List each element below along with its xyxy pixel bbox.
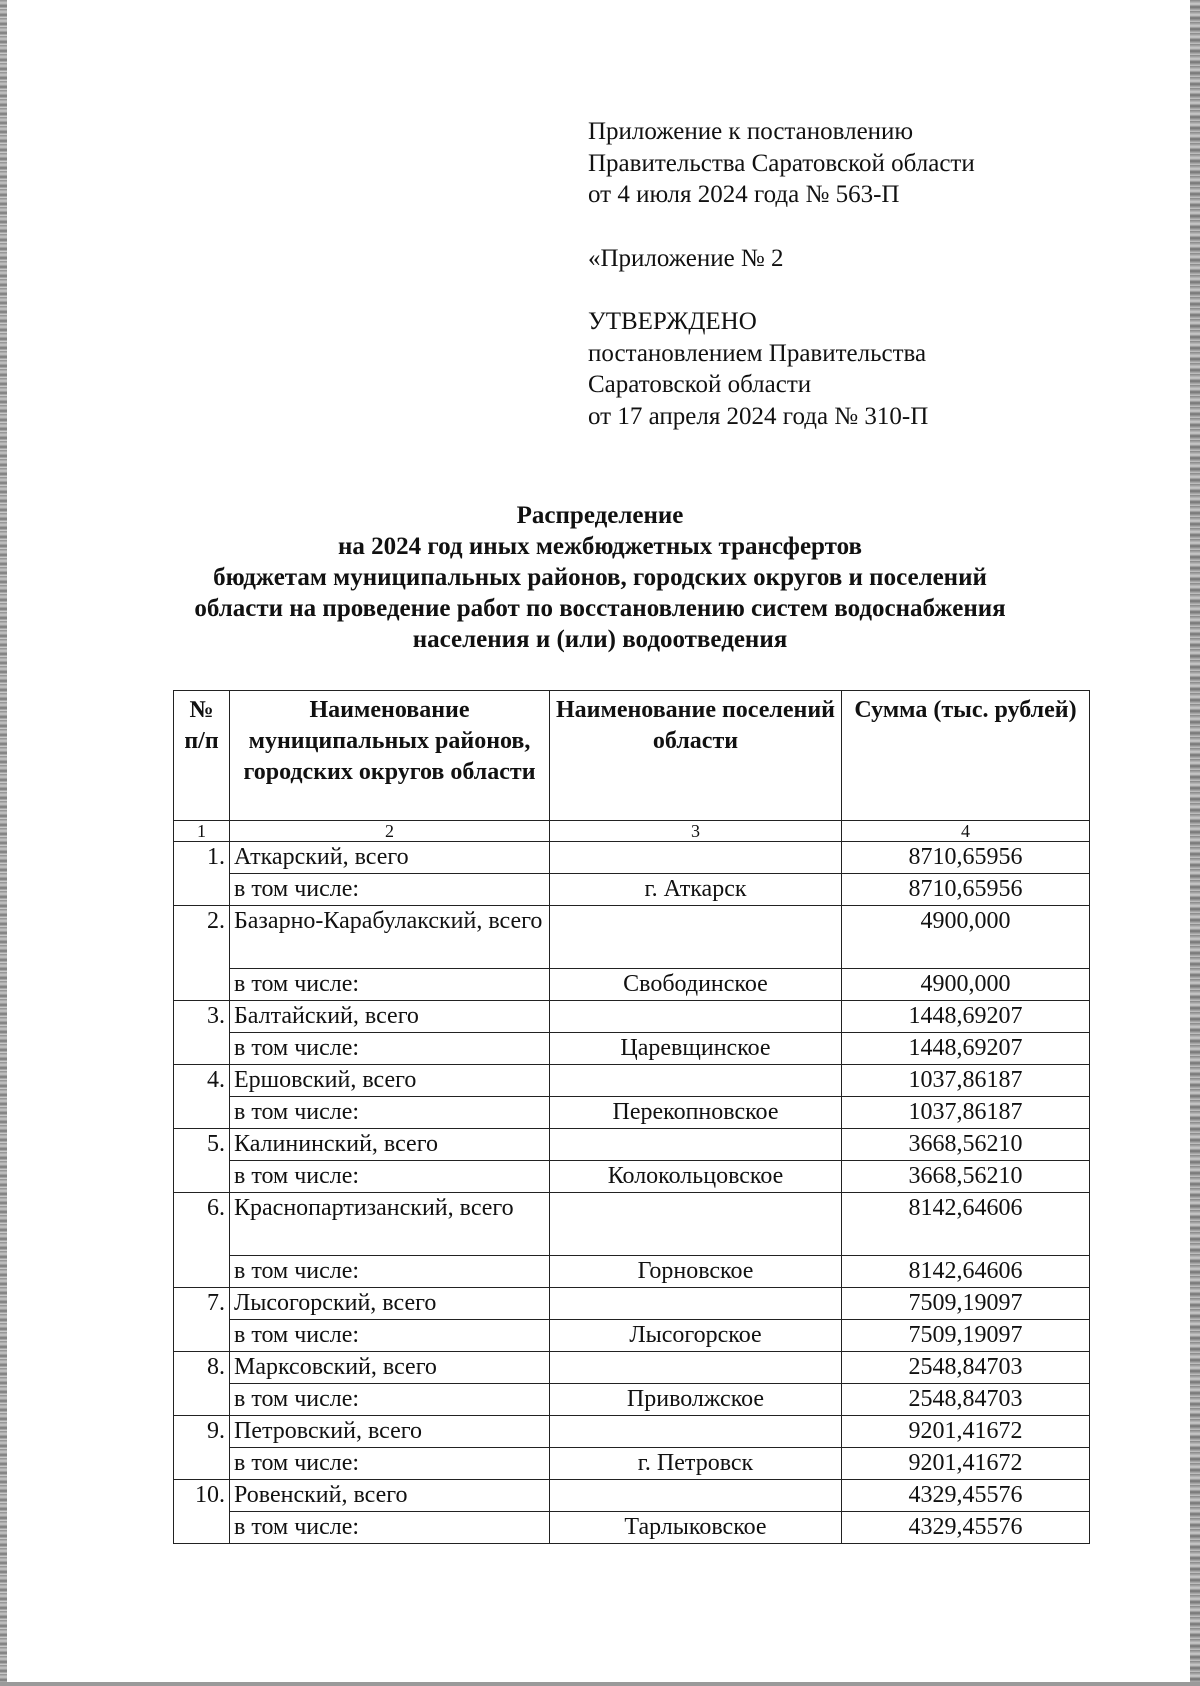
approved-line-3: от 17 апреля 2024 года № 310-П xyxy=(588,402,929,430)
table-row-settlement xyxy=(174,1256,1090,1288)
row-number: 10. xyxy=(174,1480,230,1544)
annex-line-3: от 4 июля 2024 года № 563-П xyxy=(588,181,900,208)
table-row-settlement xyxy=(174,1384,1090,1416)
district-settlement-empty xyxy=(550,842,842,874)
district-sum: 7509,19097 xyxy=(842,1288,1090,1320)
annex-line-1: Приложение к постановлению xyxy=(588,118,914,145)
table-row-district xyxy=(174,1129,1090,1161)
sub-label: в том числе: xyxy=(230,969,550,1001)
district-name: Базарно-Карабулакский, всего xyxy=(230,906,550,969)
title-line-1: Распределение xyxy=(516,502,684,529)
approved-line-2: Саратовской области xyxy=(588,371,812,398)
table-row-district xyxy=(174,1065,1090,1097)
row-number: 3. xyxy=(174,1001,230,1065)
district-settlement-empty xyxy=(550,1288,842,1320)
district-settlement-empty xyxy=(550,1001,842,1033)
settlement-sum: 1037,86187 xyxy=(842,1097,1090,1129)
col-number-3: 3 xyxy=(550,821,842,842)
table-row-settlement xyxy=(174,1161,1090,1193)
column-number-row xyxy=(174,821,1090,842)
annex-number: «Приложение № 2 xyxy=(588,244,784,272)
district-name: Балтайский, всего xyxy=(230,1001,550,1033)
district-settlement-empty xyxy=(550,1129,842,1161)
scan-edge-right xyxy=(1190,0,1200,1686)
district-settlement-empty xyxy=(550,1416,842,1448)
sub-label: в том числе: xyxy=(230,1161,550,1193)
table-row-settlement xyxy=(174,1033,1090,1065)
col-number-4: 4 xyxy=(842,821,1090,842)
table-row-district xyxy=(174,1416,1090,1448)
district-sum: 8710,65956 xyxy=(842,842,1090,874)
table-row-settlement xyxy=(174,874,1090,906)
table-row-district xyxy=(174,1193,1090,1256)
settlement-sum: 1448,69207 xyxy=(842,1033,1090,1065)
sub-label: в том числе: xyxy=(230,1448,550,1480)
district-sum: 4329,45576 xyxy=(842,1480,1090,1512)
table-row-settlement xyxy=(174,1448,1090,1480)
scan-edge-left xyxy=(0,0,7,1686)
col-header-number: № п/п xyxy=(174,691,230,821)
sub-label: в том числе: xyxy=(230,1097,550,1129)
table-row-settlement xyxy=(174,1320,1090,1352)
settlement-name: Колокольцовское xyxy=(550,1161,842,1193)
settlement-name: Свободинское xyxy=(550,969,842,1001)
annex-header xyxy=(588,116,1148,432)
district-name: Аткарский, всего xyxy=(230,842,550,874)
table-row-district xyxy=(174,1480,1090,1512)
district-settlement-empty xyxy=(550,1480,842,1512)
settlement-sum: 2548,84703 xyxy=(842,1384,1090,1416)
district-sum: 4900,000 xyxy=(842,906,1090,969)
approved-label: УТВЕРЖДЕНО xyxy=(588,308,757,335)
table-row-settlement xyxy=(174,1512,1090,1544)
col-header-settlement: Наименование поселений области xyxy=(550,691,842,821)
table-row-district xyxy=(174,1001,1090,1033)
settlement-sum: 7509,19097 xyxy=(842,1320,1090,1352)
table-row-settlement xyxy=(174,1097,1090,1129)
sub-label: в том числе: xyxy=(230,1512,550,1544)
district-settlement-empty xyxy=(550,1065,842,1097)
district-sum: 3668,56210 xyxy=(842,1129,1090,1161)
title-line-5: населения и (или) водоотведения xyxy=(412,626,788,653)
district-sum: 1037,86187 xyxy=(842,1065,1090,1097)
row-number: 6. xyxy=(174,1193,230,1288)
district-name: Ершовский, всего xyxy=(230,1065,550,1097)
settlement-sum: 3668,56210 xyxy=(842,1161,1090,1193)
district-name: Лысогорский, всего xyxy=(230,1288,550,1320)
settlement-sum: 8142,64606 xyxy=(842,1256,1090,1288)
scan-edge-bottom xyxy=(0,1682,1200,1686)
settlement-name: Горновское xyxy=(550,1256,842,1288)
district-name: Краснопартизанский, всего xyxy=(230,1193,550,1256)
settlement-name: Тарлыковское xyxy=(550,1512,842,1544)
title-line-2: на 2024 год иных межбюджетных трансфертов xyxy=(338,533,862,560)
settlement-sum: 4329,45576 xyxy=(842,1512,1090,1544)
district-settlement-empty xyxy=(550,1352,842,1384)
settlement-sum: 8710,65956 xyxy=(842,874,1090,906)
table-body xyxy=(174,842,1090,1544)
settlement-name: Царевщинское xyxy=(550,1033,842,1065)
sub-label: в том числе: xyxy=(230,1033,550,1065)
table-row-settlement xyxy=(174,969,1090,1001)
row-number: 8. xyxy=(174,1352,230,1416)
row-number: 7. xyxy=(174,1288,230,1352)
table-row-district xyxy=(174,1288,1090,1320)
col-number-2: 2 xyxy=(230,821,550,842)
district-name: Петровский, всего xyxy=(230,1416,550,1448)
annex-line-2: Правительства Саратовской области xyxy=(588,149,975,177)
district-settlement-empty xyxy=(550,906,842,969)
district-sum: 2548,84703 xyxy=(842,1352,1090,1384)
document-title xyxy=(150,500,1050,655)
col-header-sum: Сумма (тыс. рублей) xyxy=(842,691,1090,821)
table-row-district xyxy=(174,1352,1090,1384)
col-number-1: 1 xyxy=(174,821,230,842)
sub-label: в том числе: xyxy=(230,1256,550,1288)
title-line-4: области на проведение работ по восстановлению систем водоснабжения xyxy=(194,595,1006,622)
sub-label: в том числе: xyxy=(230,1384,550,1416)
settlement-sum: 9201,41672 xyxy=(842,1448,1090,1480)
district-name: Марксовский, всего xyxy=(230,1352,550,1384)
row-number: 5. xyxy=(174,1129,230,1193)
settlement-name: г. Аткарск xyxy=(550,874,842,906)
district-name: Калининский, всего xyxy=(230,1129,550,1161)
approved-line-1: постановлением Правительства xyxy=(588,339,927,367)
sub-label: в том числе: xyxy=(230,874,550,906)
settlement-name: г. Петровск xyxy=(550,1448,842,1480)
distribution-table xyxy=(173,690,1090,1544)
settlement-name: Приволжское xyxy=(550,1384,842,1416)
district-name: Ровенский, всего xyxy=(230,1480,550,1512)
row-number: 9. xyxy=(174,1416,230,1480)
district-sum: 1448,69207 xyxy=(842,1001,1090,1033)
table-header-row xyxy=(174,691,1090,821)
district-sum: 8142,64606 xyxy=(842,1193,1090,1256)
district-sum: 9201,41672 xyxy=(842,1416,1090,1448)
row-number: 2. xyxy=(174,906,230,1001)
title-line-3: бюджетам муниципальных районов, городских округов и поселений xyxy=(213,564,987,591)
table-row-district xyxy=(174,906,1090,969)
row-number: 4. xyxy=(174,1065,230,1129)
sub-label: в том числе: xyxy=(230,1320,550,1352)
row-number: 1. xyxy=(174,842,230,906)
settlement-sum: 4900,000 xyxy=(842,969,1090,1001)
district-settlement-empty xyxy=(550,1193,842,1256)
settlement-name: Лысогорское xyxy=(550,1320,842,1352)
col-header-district: Наименование муниципальных районов, городских округов области xyxy=(230,691,550,821)
table-row-district xyxy=(174,842,1090,874)
settlement-name: Перекопновское xyxy=(550,1097,842,1129)
